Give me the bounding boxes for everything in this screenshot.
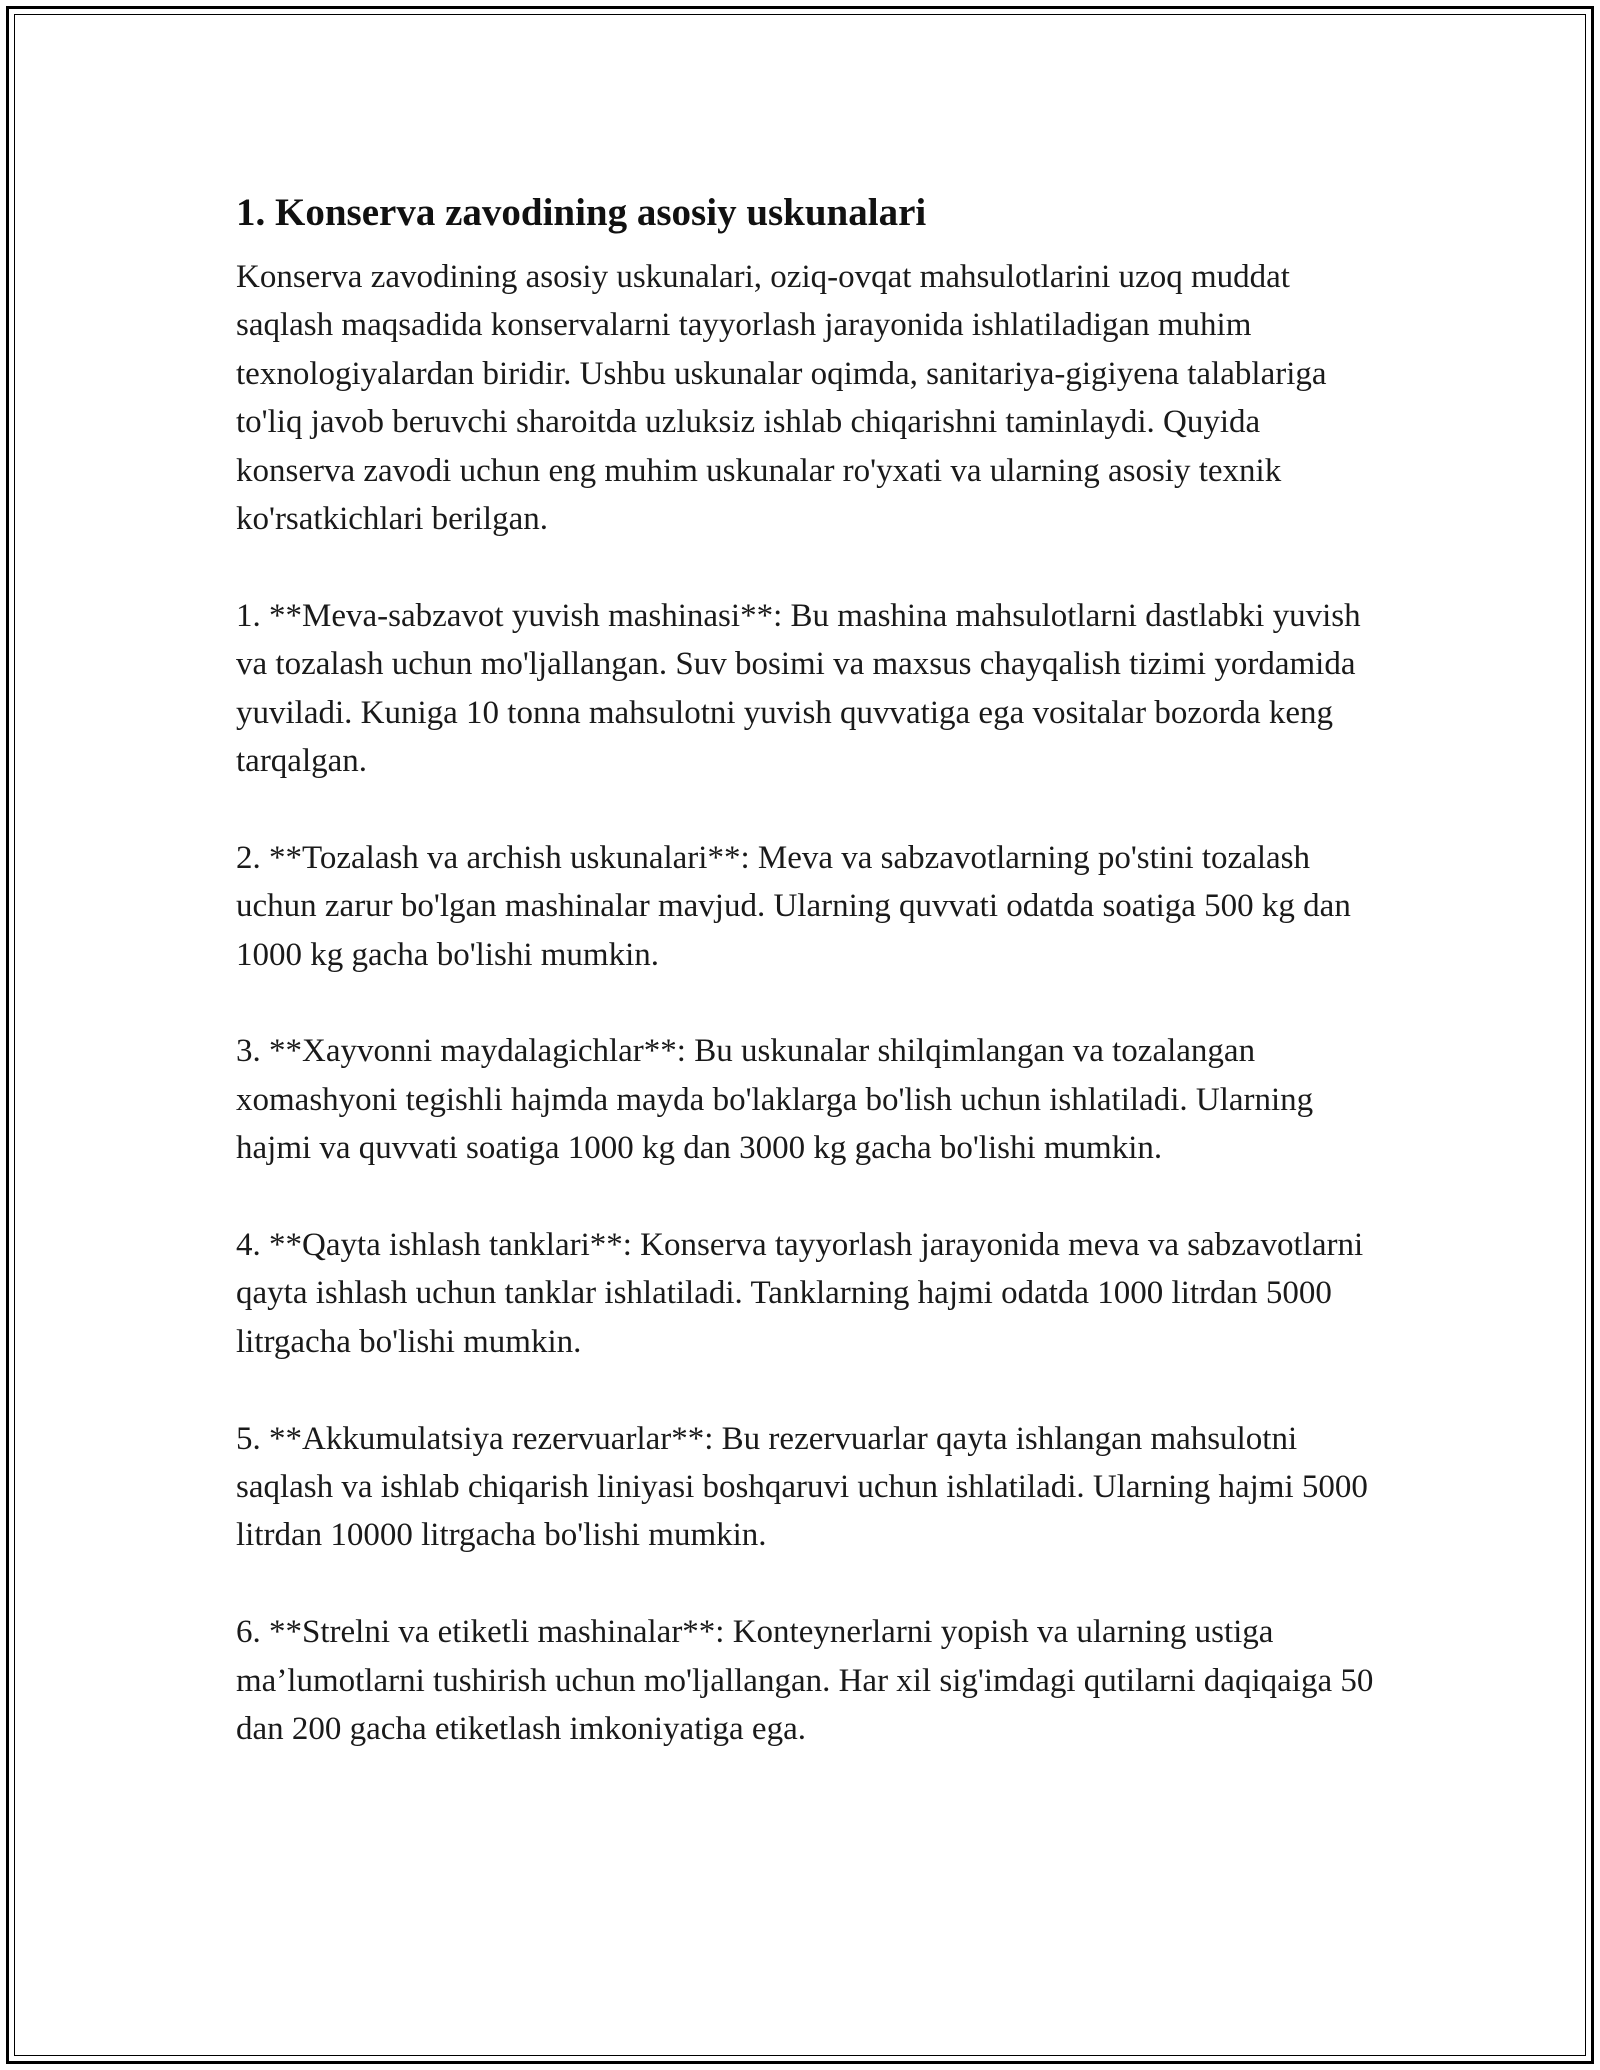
intro-paragraph: Konserva zavodining asosiy uskunalari, oziq-ovqat mahsulotlarini uzoq muddat saqlash maqsadida konservalarni tayyorlash jarayonida ishlatiladigan muhim texnologiyalardan biridir. Ushbu uskunalar oqimda, sanitariya-gigiyena talablariga to'liq javob beruvchi sharoitda uzluksiz ishlab chiqarishni taminlaydi. Quyida konserva zavodi uchun eng muhim uskunalar ro'yxati va ularning asosiy texnik ko'rsatkichlari berilgan.	[236, 259, 1327, 538]
item-paragraph-5: 5. **Akkumulatsiya rezervuarlar**: Bu rezervuarlar qayta ishlangan mahsulotni saqlash va ishlab chiqarish liniyasi boshqaruvi uchun ishlatiladi. Ularning hajmi 5000 litrdan 10000 litrgacha bo'lishi mumkin.	[236, 1420, 1368, 1554]
item-paragraph-4: 4. **Qayta ishlash tanklari**: Konserva tayyorlash jarayonida meva va sabzavotlarni qayta ishlash uchun tanklar ishlatiladi. Tanklarning hajmi odatda 1000 litrdan 5000 litrgacha bo'lishi mumkin.	[236, 1227, 1364, 1360]
item-paragraph-1: 1. **Meva-sabzavot yuvish mashinasi**: Bu mashina mahsulotlarni dastlabki yuvish va tozalash uchun mo'ljallangan. Suv bosimi va maxsus chayqalish tizimi yordamida yuviladi. Kuniga 10 tonna mahsulotni yuvish quvvatiga ega vositalar bozorda keng tarqalgan.	[236, 597, 1361, 780]
document-title: 1. Konserva zavodining asosiy uskunalari	[236, 191, 927, 234]
item-paragraph-2: 2. **Tozalash va archish uskunalari**: Meva va sabzavotlarning po'stini tozalash uchun zarur bo'lgan mashinalar mavjud. Ularning quvvati odatda soatiga 500 kg dan 1000 kg gacha bo'lishi mumkin.	[236, 839, 1351, 973]
item-paragraph-3: 3. **Xayvonni maydalagichlar**: Bu uskunalar shilqimlangan va tozalangan xomashyoni tegishli hajmda mayda bo'laklarga bo'lish uchun ishlatiladi. Ularning hajmi va quvvati soatiga 1000 kg dan 3000 kg gacha bo'lishi mumkin.	[236, 1033, 1314, 1167]
item-paragraph-6: 6. **Strelni va etiketli mashinalar**: Konteynerlarni yopish va ularning ustiga ma’lumotlarni tushirish uchun mo'ljallangan. Har xil sig'imdagi qutilarni daqiqaiga 50 dan 200 gacha etiketlash imkoniyatiga ega.	[236, 1614, 1374, 1748]
document-body	[236, 185, 1386, 1802]
